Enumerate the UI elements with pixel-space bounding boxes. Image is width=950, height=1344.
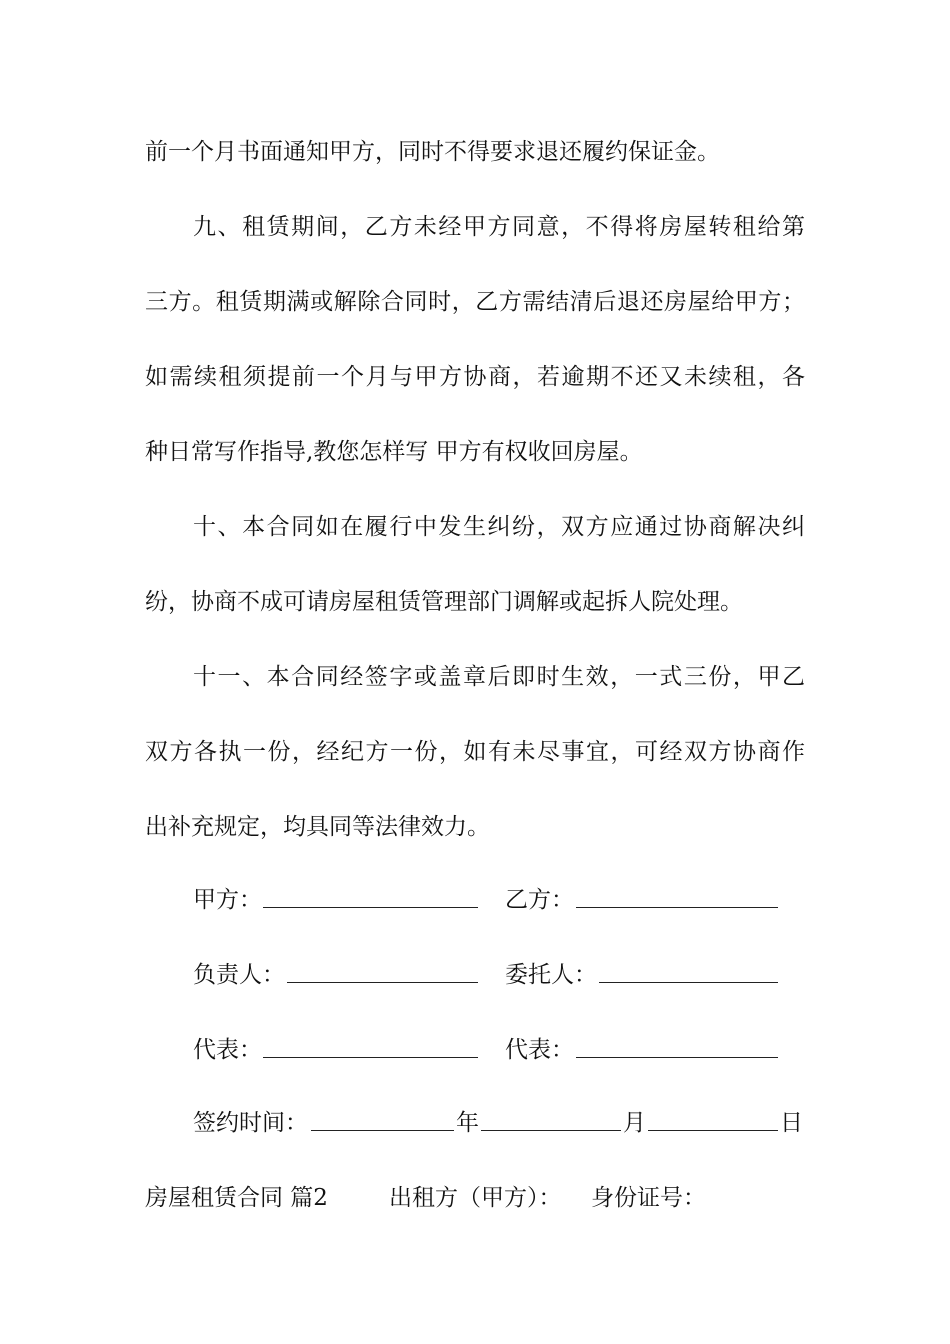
rep-b-label: 代表： [505, 1037, 574, 1063]
principal-blank[interactable] [287, 960, 478, 983]
lessor-label: 出租方（甲方）： [389, 1185, 562, 1211]
month-blank[interactable] [481, 1108, 621, 1131]
signature-row-representatives [193, 1035, 793, 1065]
signing-date-row [193, 1108, 805, 1138]
contract-title: 房屋租赁合同 篇2 [145, 1185, 328, 1211]
paragraph-line: 纷，协商不成可请房屋租赁管理部门调解或起拆人院处理。 [145, 589, 743, 615]
clause-ten-line: 十、本合同如在履行中发生纠纷，双方应通过协商解决纠 [193, 514, 805, 540]
year-label: 年 [456, 1110, 479, 1136]
year-blank[interactable] [311, 1108, 454, 1131]
rep-b-blank[interactable] [576, 1035, 778, 1058]
sign-time-label: 签约时间： [193, 1110, 308, 1136]
paragraph-line: 前一个月书面通知甲方，同时不得要求退还履约保证金。 [145, 139, 720, 165]
principal-label: 负责人： [193, 962, 285, 988]
month-label: 月 [623, 1110, 646, 1136]
entrusted-label: 委托人： [505, 962, 597, 988]
paragraph-line: 双方各执一份，经纪方一份，如有未尽事宜，可经双方协商作 [145, 739, 805, 765]
paragraph-line: 种日常写作指导,教您怎样写 甲方有权收回房屋。 [145, 439, 643, 465]
rep-a-label: 代表： [193, 1037, 262, 1063]
paragraph-line: 三方。租赁期满或解除合同时，乙方需结清后退还房屋给甲方； [145, 289, 805, 315]
day-blank[interactable] [648, 1108, 778, 1131]
clause-eleven-line: 十一、本合同经签字或盖章后即时生效，一式三份，甲乙 [193, 664, 805, 690]
paragraph-line: 如需续租须提前一个月与甲方协商，若逾期不还又未续租，各 [145, 364, 805, 390]
id-number-label: 身份证号： [591, 1185, 706, 1211]
entrusted-blank[interactable] [599, 960, 778, 983]
party-b-blank[interactable] [576, 885, 778, 908]
party-b-label: 乙方： [505, 887, 574, 913]
party-a-label: 甲方： [193, 887, 262, 913]
day-label: 日 [780, 1110, 803, 1136]
paragraph-line: 出补充规定，均具同等法律效力。 [145, 814, 490, 840]
signature-row-persons [193, 960, 793, 990]
next-contract-heading-row [145, 1183, 805, 1213]
party-a-blank[interactable] [263, 885, 478, 908]
clause-nine-line: 九、租赁期间，乙方未经甲方同意，不得将房屋转租给第 [193, 214, 805, 240]
signature-row-parties [193, 885, 793, 915]
rep-a-blank[interactable] [263, 1035, 478, 1058]
